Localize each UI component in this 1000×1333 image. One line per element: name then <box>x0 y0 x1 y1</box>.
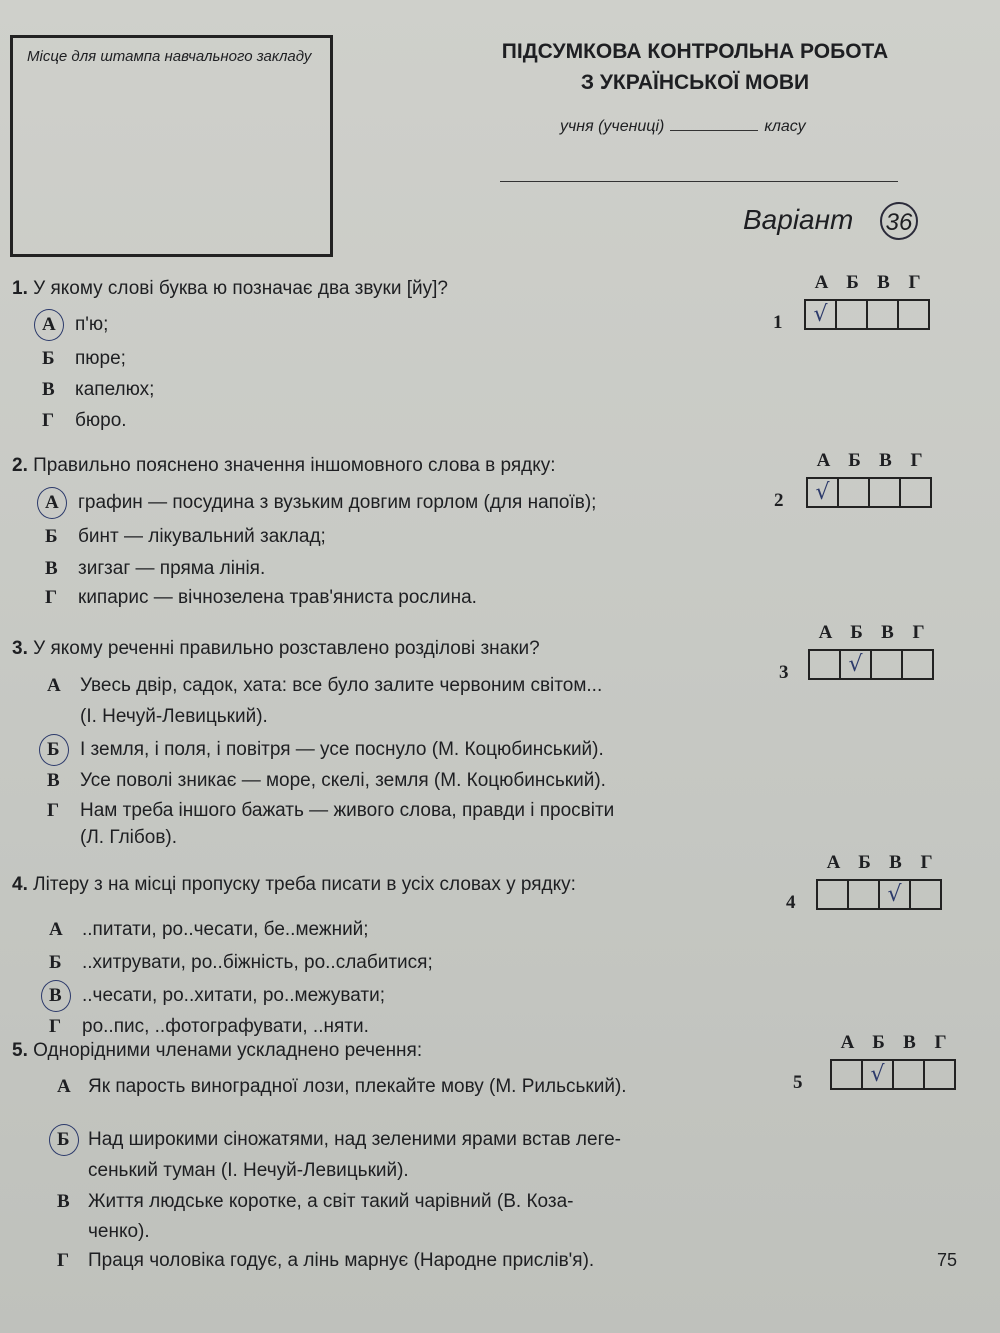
option-letter: Г <box>42 410 55 431</box>
option-letter: В <box>42 379 55 400</box>
answer-grid <box>830 1059 956 1090</box>
question-number: 5. <box>12 1040 28 1061</box>
answer-box[interactable] <box>925 1061 954 1088</box>
answer-grid-number: 5 <box>793 1072 803 1093</box>
option-text: пюре; <box>75 348 126 369</box>
option-letter: В <box>57 1191 70 1212</box>
option-letter: А <box>47 675 61 696</box>
option-text: ..хитрувати, ро..біжність, ро..слабитися; <box>82 952 433 973</box>
question-number: 1. <box>12 278 28 299</box>
option-text: Життя людське коротке, а світ такий чарівний (В. Коза- <box>88 1191 574 1212</box>
grid-header-letter: А <box>814 272 829 293</box>
student-line <box>560 118 806 136</box>
grid-header-letter: Б <box>850 622 863 643</box>
answer-box[interactable] <box>870 479 901 506</box>
option-text: графин — посудина з вузьким довгим горлом (для напоїв); <box>78 492 597 513</box>
answer-grid-header <box>810 622 934 644</box>
variant-number: 36 <box>880 202 918 240</box>
answer-grid-number: 1 <box>773 312 783 333</box>
option-letter: А <box>45 492 59 513</box>
question-prompt: У якому слові буква ю позначає два звуки [йу]? <box>33 278 448 299</box>
stamp-box <box>10 35 333 257</box>
grid-header-letter: А <box>816 450 831 471</box>
grid-header-letter: Г <box>908 272 921 293</box>
answer-grid-number: 4 <box>786 892 796 913</box>
answer-grid-number: 3 <box>779 662 789 683</box>
answer-box[interactable] <box>911 881 940 908</box>
page-number: 75 <box>937 1250 958 1270</box>
option-text: Над широкими сіножатями, над зеленими ярами встав леге- <box>88 1129 621 1150</box>
grid-header-letter: В <box>877 272 890 293</box>
answer-box[interactable] <box>901 479 930 506</box>
grid-header-letter: А <box>818 622 833 643</box>
grid-header-letter: А <box>840 1032 855 1053</box>
answer-box[interactable] <box>849 881 880 908</box>
question-number: 3. <box>12 638 28 659</box>
question-prompt: Однорідними членами ускладнено речення: <box>33 1040 423 1061</box>
answer-grid <box>804 299 930 330</box>
option-text-continued: сенький туман (І. Нечуй-Левицький). <box>88 1160 409 1181</box>
option-letter: Б <box>42 348 55 369</box>
answer-grid-header <box>808 450 932 472</box>
grid-header-letter: Б <box>848 450 861 471</box>
answer-box[interactable] <box>832 1061 863 1088</box>
option-text-continued: (Л. Глібов). <box>80 827 178 848</box>
answer-box-checked[interactable]: √ <box>806 301 837 328</box>
option-letter: Б <box>47 739 60 760</box>
answer-box[interactable] <box>810 651 841 678</box>
option-text-continued: (І. Нечуй-Левицький). <box>80 706 268 727</box>
question-text <box>12 874 576 896</box>
grid-header-letter: Г <box>912 622 925 643</box>
option-text: Усе поволі зникає — море, скелі, земля (М. Коцюбинський). <box>80 770 606 791</box>
option-text: бинт — лікувальний заклад; <box>78 526 326 547</box>
option-text: Праця чоловіка годує, а лінь марнує (Народне прислів'я). <box>88 1250 595 1271</box>
student-suffix: класу <box>764 118 806 135</box>
answer-grid <box>816 879 942 910</box>
answer-box[interactable] <box>903 651 932 678</box>
answer-box[interactable] <box>837 301 868 328</box>
answer-box[interactable] <box>899 301 928 328</box>
question-prompt: Літеру з на місці пропуску треба писати в усіх словах у рядку: <box>33 874 576 895</box>
option-letter: Г <box>45 587 58 608</box>
grid-header-letter: А <box>826 852 841 873</box>
option-text: зигзаг — пряма лінія. <box>78 558 266 579</box>
answer-grid <box>808 649 934 680</box>
question-text <box>12 1040 422 1062</box>
question-text <box>12 638 540 660</box>
grid-header-letter: Г <box>910 450 923 471</box>
option-letter: А <box>49 919 63 940</box>
question-text <box>12 278 448 300</box>
grid-header-letter: В <box>879 450 892 471</box>
option-text: І земля, і поля, і повітря — усе поснуло (М. Коцюбинський). <box>80 739 604 760</box>
student-prefix: учня (учениці) <box>560 118 665 135</box>
option-letter: Г <box>57 1250 70 1271</box>
answer-box-checked[interactable]: √ <box>863 1061 894 1088</box>
option-text: ..питати, ро..чесати, бе..межний; <box>82 919 369 940</box>
option-letter: В <box>49 985 62 1006</box>
option-text: п'ю; <box>75 314 109 335</box>
grid-header-letter: Б <box>872 1032 885 1053</box>
answer-box[interactable] <box>818 881 849 908</box>
grid-header-letter: Г <box>934 1032 947 1053</box>
option-letter: Б <box>49 952 62 973</box>
option-letter: Г <box>49 1016 62 1037</box>
answer-box[interactable] <box>894 1061 925 1088</box>
question-number: 2. <box>12 455 28 476</box>
answer-grid <box>806 477 932 508</box>
option-text-continued: ченко). <box>88 1221 150 1242</box>
question-prompt: Правильно пояснено значення іншомовного слова в рядку: <box>33 455 556 476</box>
answer-box[interactable] <box>868 301 899 328</box>
option-text: Як парость виноградної лози, плекайте мову (М. Рильський). <box>88 1076 627 1097</box>
name-blank-line[interactable] <box>500 181 898 182</box>
title-line-1: ПІДСУМКОВА КОНТРОЛЬНА РОБОТА <box>501 40 889 63</box>
title-line-2: З УКРАЇНСЬКОЇ МОВИ <box>580 71 810 94</box>
answer-box[interactable] <box>839 479 870 506</box>
option-text: Нам треба іншого бажать — живого слова, правди і просвіти <box>80 800 615 821</box>
question-text <box>12 455 556 477</box>
answer-box[interactable] <box>872 651 903 678</box>
answer-box-checked[interactable]: √ <box>808 479 839 506</box>
grid-header-letter: Б <box>846 272 859 293</box>
answer-grid-header <box>818 852 942 874</box>
grid-header-letter: В <box>903 1032 916 1053</box>
answer-box-checked[interactable]: √ <box>880 881 911 908</box>
option-text: капелюх; <box>75 379 155 400</box>
option-text: ..чесати, ро..хитати, ро..межувати; <box>82 985 386 1006</box>
grid-header-letter: В <box>881 622 894 643</box>
option-text: ро..пис, ..фотографувати, ..няти. <box>82 1016 369 1037</box>
grid-header-letter: В <box>889 852 902 873</box>
grid-header-letter: Б <box>858 852 871 873</box>
stamp-label: Місце для штампа навчального закладу <box>27 48 312 65</box>
answer-grid-number: 2 <box>774 490 784 511</box>
option-letter: Б <box>45 526 58 547</box>
option-letter: А <box>57 1076 71 1097</box>
option-text: кипарис — вічнозелена трав'яниста рослина. <box>78 587 477 608</box>
answer-box-checked[interactable]: √ <box>841 651 872 678</box>
option-text: Увесь двір, садок, хата: все було залите червоним світом... <box>80 675 603 696</box>
question-number: 4. <box>12 874 28 895</box>
answer-grid-header <box>806 272 930 294</box>
option-letter: Г <box>47 800 60 821</box>
option-text: бюро. <box>75 410 127 431</box>
variant-label: Варіант <box>743 204 854 235</box>
question-prompt: У якому реченні правильно розставлено розділові знаки? <box>33 638 540 659</box>
option-letter: В <box>47 770 60 791</box>
option-letter: А <box>42 314 56 335</box>
answer-grid-header <box>832 1032 956 1054</box>
option-letter: Б <box>57 1129 70 1150</box>
grid-header-letter: Г <box>920 852 933 873</box>
option-letter: В <box>45 558 58 579</box>
grade-blank[interactable] <box>670 130 758 131</box>
